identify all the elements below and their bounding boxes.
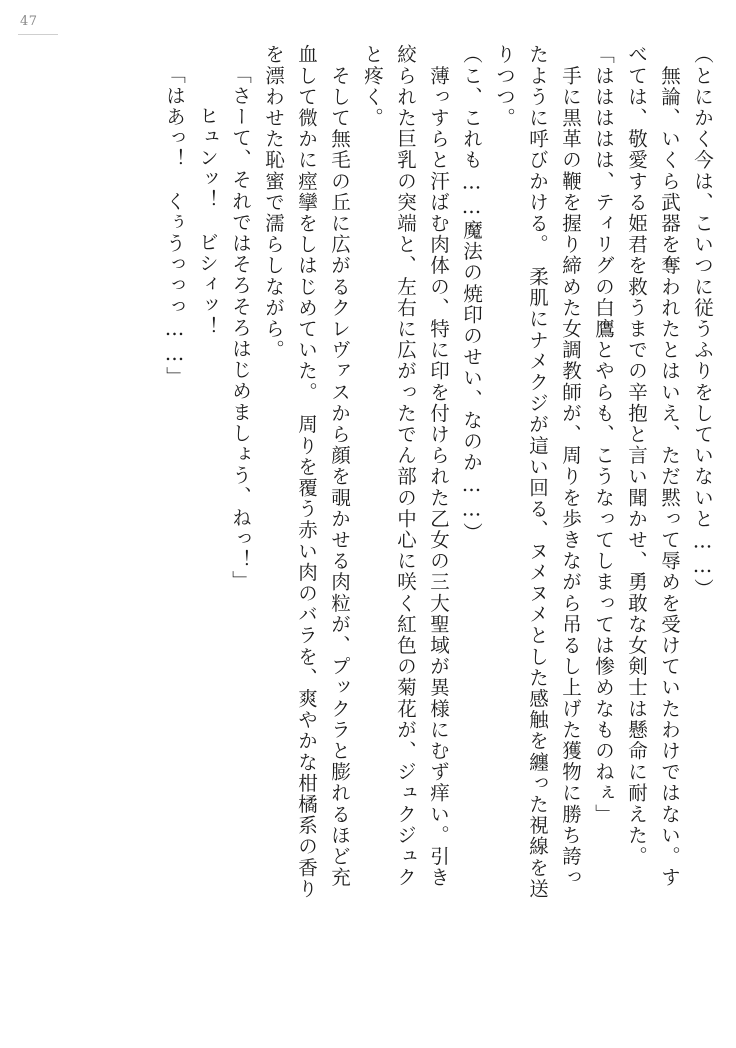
text-column: （こ、これも……魔法の焼印のせい、なのか……）: [460, 44, 483, 544]
text-column: と疼く。: [361, 44, 384, 129]
text-column: たように呼びかける。 柔肌にナメクジが這い回る、ヌメヌメとした感触を纏った視線を送: [526, 44, 549, 900]
text-column: を漂わせた恥蜜で濡らしながら。: [262, 44, 285, 361]
text-column: 「はあっ！ くぅうっっっ……」: [163, 64, 186, 388]
text-column: りつつ。: [493, 44, 516, 129]
text-column: （とにかく今は、こいつに従うふりをしていないと……）: [691, 44, 714, 600]
text-column: 絞られた巨乳の突端と、左右に広がったでん部の中心に咲く紅色の菊花が、ジュクジュク: [394, 44, 417, 888]
text-column: 血して微かに痙攣をしはじめていた。 周りを覆う赤い肉のバラを、爽やかな柑橘系の香り: [295, 44, 318, 900]
text-column: 無論、いくら武器を奪われたとはいえ、ただ黙って辱めを受けていたわけではない。す: [658, 44, 681, 888]
text-column: 「さーて、それではそろそろはじめましょう、ねっ！」: [229, 64, 252, 592]
page-number: 47: [20, 14, 38, 29]
text-column: べては、敬愛する姫君を救うまでの辛抱と言い聞かせ、勇敢な女剣士は懸命に耐えた。: [625, 44, 648, 867]
text-column: そして無毛の丘に広がるクレヴァスから顔を覗かせる肉粒が、プックラと膨れるほど充: [328, 44, 351, 888]
text-column: 手に黒革の鞭を握り締めた女調教師が、周りを歩きながら吊るし上げた獲物に勝ち誇っ: [559, 44, 582, 888]
vertical-text-body: [40, 44, 712, 1008]
text-column: 薄っすらと汗ばむ肉体の、特に印を付けられた乙女の三大聖域が異様にむず痒い。引き: [427, 44, 450, 888]
text-column: 「ははははは、ティリグの白鷹とやらも、こうなってしまっては惨めなものねぇ」: [592, 44, 615, 825]
header-rule: [18, 34, 58, 35]
text-column: ヒュンッ！ ビシィッ！: [196, 84, 219, 338]
